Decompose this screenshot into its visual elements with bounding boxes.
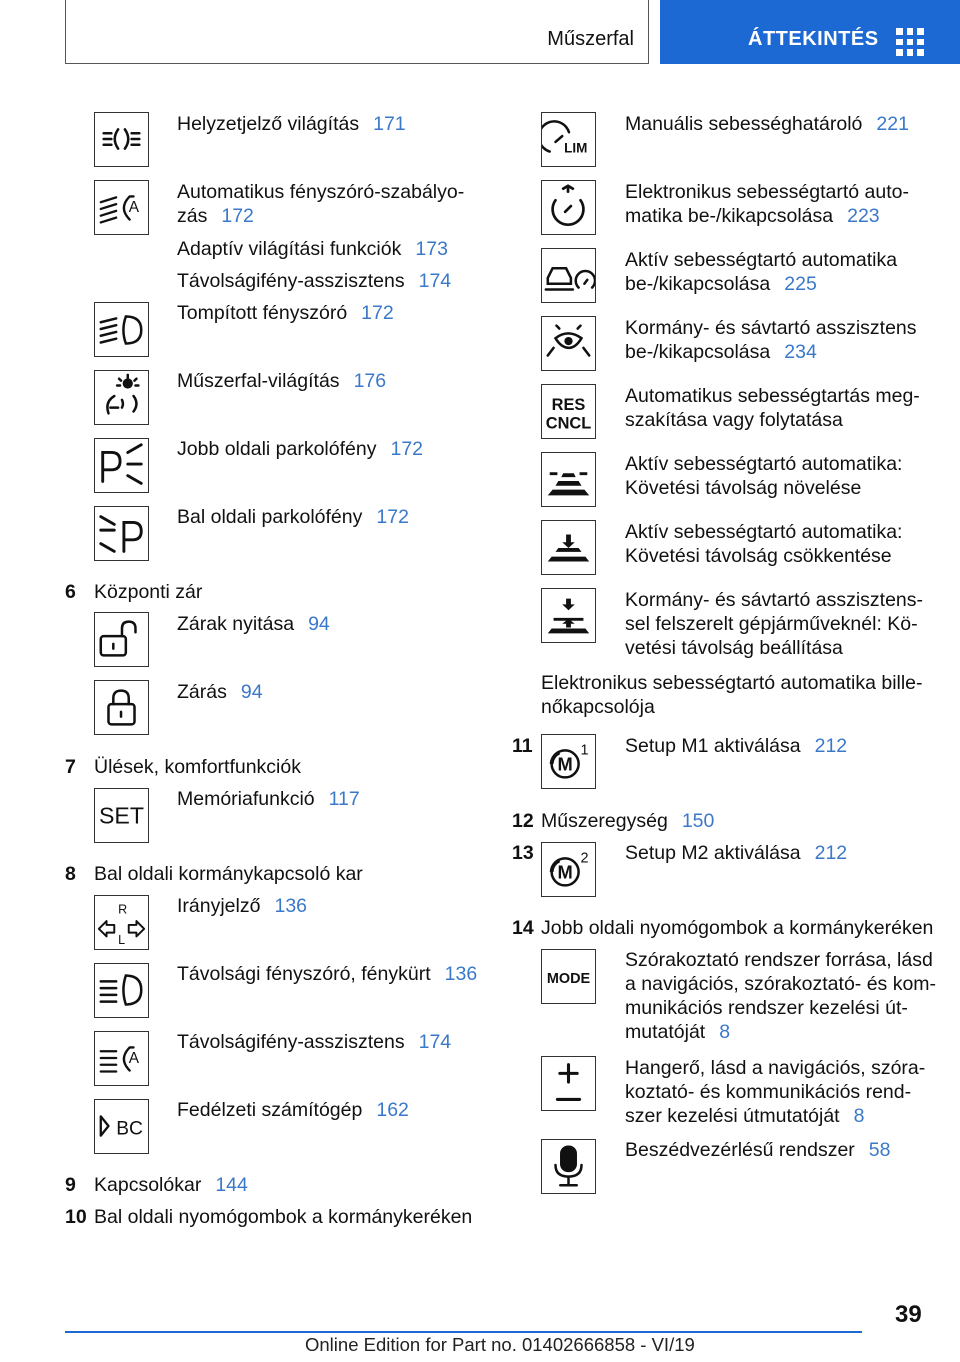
entry-distance-decrease: Aktív sebességtartó automatika: Követési távolság csökkentése — [625, 521, 903, 567]
lane-assist-icon — [541, 316, 596, 371]
svg-text:A: A — [128, 1049, 140, 1067]
svg-text:BC: BC — [116, 1118, 143, 1140]
auto-headlight-icon — [94, 180, 149, 235]
svg-text:2: 2 — [580, 850, 589, 867]
entry-low-beam: Tompított fényszóró 172 — [177, 302, 394, 324]
section-number: 6 — [65, 581, 76, 603]
section-number: 9 — [65, 1174, 76, 1196]
microphone-icon — [541, 1139, 596, 1194]
footer-divider — [65, 1331, 862, 1333]
instrument-lighting-icon — [94, 370, 149, 425]
svg-text:MODE: MODE — [546, 970, 591, 987]
distance-setting-icon — [541, 588, 596, 643]
svg-text:R: R — [118, 902, 128, 917]
section-number: 8 — [65, 863, 76, 885]
page-ref[interactable]: 144 — [215, 1174, 248, 1196]
section-title-switch: Kapcsolókar 144 — [94, 1174, 248, 1196]
entry-entertainment-source: Szórakoztató rendszer forrása, lásd a navigációs, szórakoztató- és kom- munikációs rendszer kezelési út- mutatóját 8 — [625, 949, 937, 1043]
section-number: 12 — [512, 810, 534, 832]
entry-voice-control: Beszédvezérlésű rendszer 58 — [625, 1139, 891, 1161]
section-title-left-buttons: Bal oldali nyomógombok a kormánykeréken — [94, 1206, 473, 1228]
entry-setup-m1: Setup M1 aktiválása 212 — [625, 735, 848, 757]
entry-instrument-lighting: Műszerfal-világítás 176 — [177, 370, 387, 392]
page-ref[interactable]: 223 — [847, 205, 880, 227]
entry-adaptive-light: Adaptív világítási funkciók 173 — [177, 238, 448, 260]
turn-signal-icon — [94, 895, 149, 950]
entry-auto-headlight: Automatikus fényszóró-szabályo- zás 172 — [177, 181, 465, 227]
distance-increase-icon — [541, 452, 596, 507]
section-title-central-lock: Központi zár — [94, 581, 203, 603]
entry-resume-cancel: Automatikus sebességtartás meg- szakítása vagy folytatása — [625, 385, 920, 431]
header-section-box — [65, 0, 649, 64]
active-cruise-icon — [541, 248, 596, 303]
section-title-seats: Ülések, komfortfunkciók — [94, 756, 301, 778]
header-tab[interactable] — [660, 0, 960, 64]
set-icon — [94, 788, 149, 843]
page-ref[interactable]: 58 — [868, 1139, 891, 1161]
entry-distance-setting: Kormány- és sávtartó asszisztens- sel felszerelt gépjárműveknél: Kö- vetési távolság beállítása — [625, 589, 924, 659]
left-parking-light-icon — [94, 506, 149, 561]
page-ref[interactable]: 234 — [784, 341, 817, 363]
page-number: 39 — [895, 1301, 922, 1328]
header-tab-label: ÁTTEKINTÉS — [748, 28, 879, 50]
lock-icon — [94, 680, 149, 735]
svg-text:1: 1 — [580, 742, 589, 759]
section-number: 7 — [65, 756, 76, 778]
entry-memory: Memóriafunkció 117 — [177, 788, 360, 810]
page-ref[interactable]: 162 — [376, 1099, 409, 1121]
page-ref[interactable]: 94 — [308, 613, 330, 635]
entry-lock: Zárás 94 — [177, 681, 263, 703]
res-cncl-icon — [541, 384, 596, 439]
entry-active-cruise: Aktív sebességtartó automatika be-/kikapcsolása 225 — [625, 249, 898, 295]
cruise-control-icon — [541, 180, 596, 235]
section-title-instrument-cluster: Műszeregység 150 — [541, 810, 715, 832]
page-ref[interactable]: 117 — [328, 788, 360, 810]
entry-high-beam-assist-2: Távolságifény-asszisztens 174 — [177, 1031, 452, 1053]
page-ref[interactable]: 150 — [681, 810, 715, 832]
speed-limiter-icon — [541, 112, 596, 167]
page-ref[interactable]: 221 — [876, 113, 909, 135]
page-ref[interactable]: 173 — [415, 238, 448, 260]
svg-text:CNCL: CNCL — [545, 414, 592, 433]
entry-turn-signal: Irányjelző 136 — [177, 895, 308, 917]
svg-text:A: A — [128, 198, 140, 216]
entry-lane-assist: Kormány- és sávtartó asszisztens be-/kikapcsolása 234 — [625, 317, 917, 363]
low-beam-icon — [94, 302, 149, 357]
entry-high-beam-assist: Távolságifény-asszisztens 174 — [177, 270, 452, 292]
svg-text:RES: RES — [551, 396, 586, 415]
page-ref[interactable]: 172 — [361, 302, 394, 324]
section-number: 14 — [512, 917, 534, 939]
page-ref[interactable]: 176 — [353, 370, 387, 392]
entry-position-light: Helyzetjelző világítás 171 — [177, 113, 406, 135]
page-ref[interactable]: 172 — [221, 205, 254, 227]
high-beam-icon — [94, 963, 149, 1018]
page-ref[interactable]: 174 — [418, 1031, 452, 1053]
page-ref[interactable]: 136 — [274, 895, 308, 917]
section-title-left-stalk: Bal oldali kormánykapcsoló kar — [94, 863, 363, 885]
bc-icon — [94, 1099, 149, 1154]
unlock-icon — [94, 612, 149, 667]
svg-text:L: L — [118, 933, 126, 948]
section-number: 11 — [512, 735, 533, 757]
page-ref[interactable]: 94 — [240, 681, 263, 703]
entry-speed-limiter: Manuális sebességhatároló 221 — [625, 113, 909, 135]
page-ref[interactable]: 171 — [373, 113, 406, 135]
page-ref[interactable]: 225 — [784, 273, 817, 295]
svg-text:LIM: LIM — [564, 140, 588, 156]
page-ref[interactable]: 136 — [444, 963, 478, 985]
m2-icon — [541, 842, 596, 897]
header-section-title: Műszerfal — [547, 28, 634, 50]
entry-cruise-control: Elektronikus sebességtartó auto- matika be-/kikapcsolása 223 — [625, 181, 909, 227]
entry-board-computer: Fedélzeti számítógép 162 — [177, 1099, 409, 1121]
page-ref[interactable]: 174 — [418, 270, 452, 292]
distance-decrease-icon — [541, 520, 596, 575]
footer-edition: Online Edition for Part no. 01402666858 - VI/19 — [305, 1334, 695, 1355]
page-ref[interactable]: 8 — [853, 1105, 865, 1127]
entry-unlock: Zárak nyitása 94 — [177, 613, 330, 635]
svg-text:SET: SET — [99, 802, 144, 829]
page-ref[interactable]: 212 — [814, 842, 848, 864]
entry-distance-increase: Aktív sebességtartó automatika: Követési távolság növelése — [625, 453, 903, 499]
svg-text:M: M — [557, 753, 573, 775]
page-ref[interactable]: 212 — [814, 735, 848, 757]
mode-icon — [541, 949, 596, 1004]
section-title-right-buttons: Jobb oldali nyomógombok a kormánykeréken — [541, 917, 934, 939]
page-ref[interactable]: 172 — [390, 438, 424, 460]
svg-text:M: M — [557, 861, 573, 883]
entry-volume: Hangerő, lásd a navigációs, szóra- koztató- és kommunikációs rend- szer kezelési útmutatóját 8 — [625, 1057, 926, 1127]
volume-icon — [541, 1056, 596, 1111]
section-number: 10 — [65, 1206, 87, 1228]
position-light-icon — [94, 112, 149, 167]
m1-icon — [541, 734, 596, 789]
page-ref[interactable]: 8 — [719, 1021, 731, 1043]
section-number: 13 — [512, 842, 534, 864]
entry-left-parking-light: Bal oldali parkolófény 172 — [177, 506, 409, 528]
entry-high-beam: Távolsági fényszóró, fénykürt 136 — [177, 963, 478, 985]
entry-setup-m2: Setup M2 aktiválása 212 — [625, 842, 848, 864]
right-parking-light-icon — [94, 438, 149, 493]
high-beam-assist-icon — [94, 1031, 149, 1086]
rocker-switch-note: Elektronikus sebességtartó automatika bille- nőkapcsolója — [541, 672, 923, 718]
grid-menu-icon[interactable] — [896, 28, 924, 56]
page-ref[interactable]: 172 — [376, 506, 409, 528]
entry-right-parking-light: Jobb oldali parkolófény 172 — [177, 438, 424, 460]
